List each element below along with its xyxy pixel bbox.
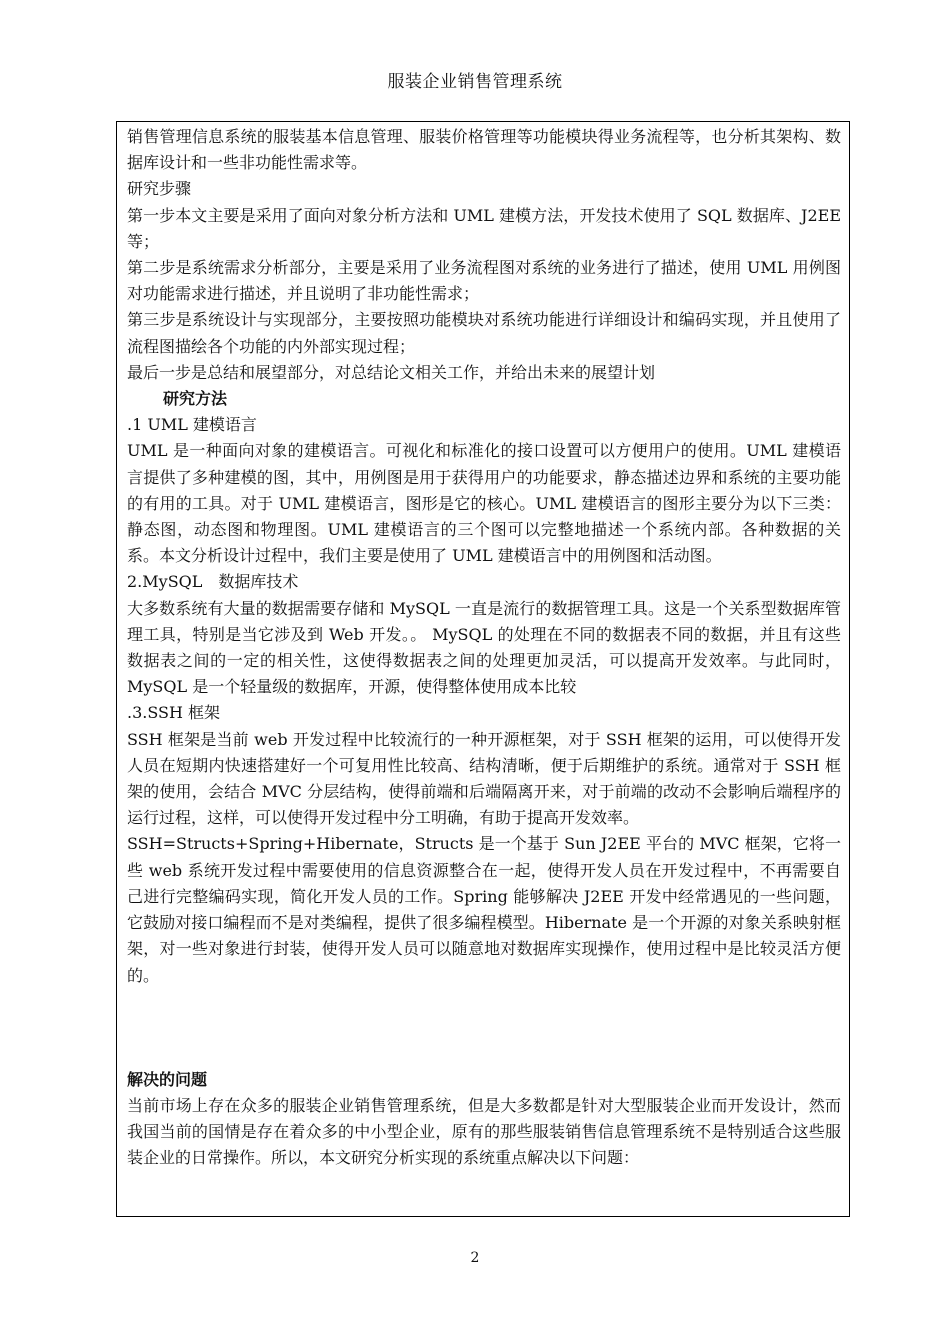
page-number: 2 [470,1250,480,1266]
paragraph-ssh-intro: SSH 框架是当前 web 开发过程中比较流行的一种开源框架，对于 SSH 框架的运用，可以使得开发人员在短期内快速搭建好一个可复用性比较高、结构清晰，便于后期维护的系统。通常对于 SSH 框架的使用，会结合 MVC 分层结构，使得前端和后端隔离开来，对于前端的改动不会影响后端程序的运行过程，这样，可以使得开发过程中分工明确，有助于提高开发效率。 [127,729,841,828]
paragraph-step-two: 第二步是系统需求分析部分，主要是采用了业务流程图对系统的业务进行了描述，使用 UML 用例图对功能需求进行描述，并且说明了非功能性需求； [127,258,841,304]
page-header-title: 服装企业销售管理系统 [387,72,563,92]
paragraph-step-three: 第三步是系统设计与实现部分，主要按照功能模块对系统功能进行详细设计和编码实现，并且使用了流程图描绘各个功能的内外部实现过程； [127,310,841,356]
blank-spacer [127,989,841,1067]
subheading-ssh: .3.SSH 框架 [127,703,221,723]
paragraph-problems: 当前市场上存在众多的服装企业销售管理系统，但是大多数都是针对大型服装企业而开发设计，然而我国当前的国情是存在着众多的中小型企业，原有的那些服装销售信息管理系统不是特别适合这些服装企业的日常操作。所以，本文研究分析实现的系统重点解决以下问题： [127,1095,841,1168]
heading-research-methods: 研究方法 [163,389,228,409]
paragraph-ssh-detail: SSH=Structs+Spring+Hibernate，Structs 是一个基于 Sun J2EE 平台的 MVC 框架，它将一些 web 系统开发过程中需要使用的信息资源整合在一起，使得开发人员在开发过程中，不再需要自己进行完整编码实现，简化开发人员的工作。Spring 能够解决 J2EE 开发中经常遇见的一些问题，它鼓励对接口编程而不是对类编程，提供了很多编程模型。Hibernate 是一个开源的对象关系映射框架，对一些对象进行封装，使得开发人员可以随意地对数据库实现操作，使用过程中是比较灵活方便的。 [127,834,841,985]
subheading-mysql: 2.MySQL 数据库技术 [127,572,299,592]
content-table-cell [116,121,850,1217]
content-body [117,122,849,1172]
paragraph-uml: UML 是一种面向对象的建模语言。可视化和标准化的接口设置可以方便用户的使用。UML 建模语言提供了多种建模的图，其中，用例图是用于获得用户的功能要求，静态描述边界和系统的主要功能的有用的工具。对于 UML 建模语言，图形是它的核心。UML 建模语言的图形主要分为以下三类：静态图，动态图和物理图。UML 建模语言的三个图可以完整地描述一个系统内部。各种数据的关系。本文分析设计过程中，我们主要是使用了 UML 建模语言中的用例图和活动图。 [127,441,841,566]
subheading-uml: .1 UML 建模语言 [127,415,257,435]
paragraph-mysql: 大多数系统有大量的数据需要存储和 MySQL 一直是流行的数据管理工具。这是一个关系型数据库管理工具，特别是当它涉及到 Web 开发。。 MySQL 的处理在不同的数据表不同的数据，并且有这些数据表之间的一定的相关性，这使得数据表之间的处理更加灵活，可以提高开发效率。与此同时，MySQL 是一个轻量级的数据库，开源，使得整体使用成本比较 [127,598,841,697]
heading-research-steps: 研究步骤 [127,179,192,199]
paragraph-final-step: 最后一步是总结和展望部分，对总结论文相关工作，并给出未来的展望计划 [127,362,656,382]
paragraph-step-one: 第一步本文主要是采用了面向对象分析方法和 UML 建模方法，开发技术使用了 SQL 数据库、J2EE 等； [127,205,841,251]
paragraph-intro-continued: 销售管理信息系统的服装基本信息管理、服装价格管理等功能模块得业务流程等，也分析其架构、数据库设计和一些非功能性需求等。 [127,127,841,173]
heading-problems-solved: 解决的问题 [127,1069,208,1089]
